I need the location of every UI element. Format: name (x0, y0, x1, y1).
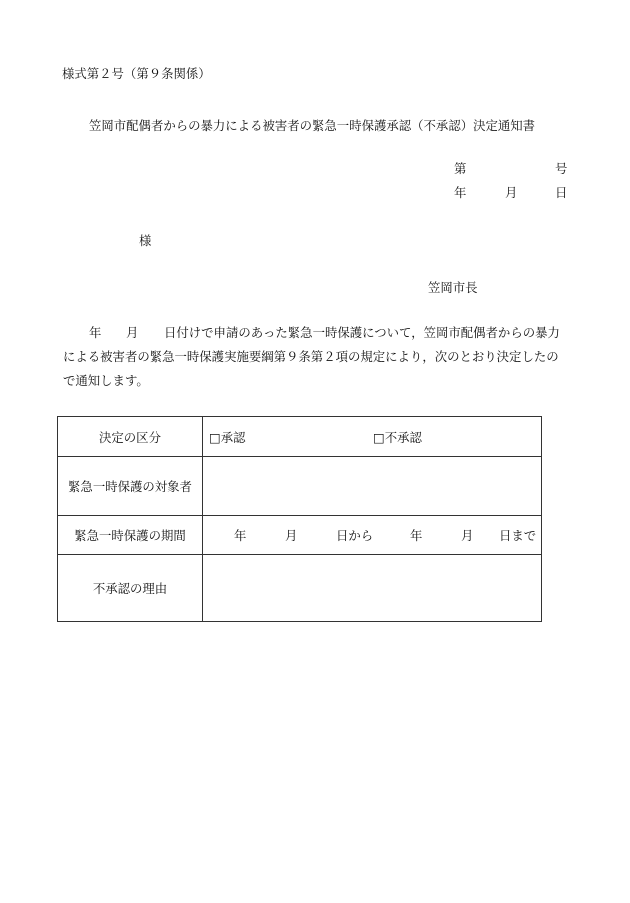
period-month-to: 月 (461, 528, 474, 543)
body-year: 年 (89, 325, 102, 340)
table-row (58, 555, 542, 622)
body-line3: で通知します。 (63, 373, 149, 388)
period-year-from: 年 (234, 528, 247, 543)
table-row (58, 417, 542, 457)
row-label: 不承認の理由 (58, 555, 203, 622)
body-line1: 日付けで申請のあった緊急一時保護について，笠岡市配偶者からの暴力 (164, 325, 560, 340)
body-month: 月 (126, 325, 139, 340)
table-row (58, 457, 542, 516)
form-label: 様式第２号（第９条関係） (62, 66, 211, 81)
subject-field[interactable] (203, 457, 542, 516)
period-day-from: 日から (336, 528, 374, 543)
number-go: 号 (555, 161, 568, 176)
period-year-to: 年 (410, 528, 423, 543)
table-row (58, 516, 542, 555)
disapprove-checkbox[interactable]: □不承認 (373, 429, 422, 445)
sender: 笠岡市長 (428, 280, 478, 295)
reason-field[interactable] (203, 555, 542, 622)
number-dai: 第 (454, 161, 467, 176)
decision-table (57, 416, 542, 622)
date-year: 年 (454, 185, 467, 200)
body-line2: による被害者の緊急一時保護実施要綱第９条第２項の規定により，次のとおり決定したの (63, 349, 559, 364)
date-month: 月 (505, 185, 518, 200)
period-month-from: 月 (285, 528, 298, 543)
row-label: 決定の区分 (58, 417, 203, 457)
approve-checkbox[interactable]: □承認 (209, 429, 246, 445)
document-title: 笠岡市配偶者からの暴力による被害者の緊急一時保護承認（不承認）決定通知書 (89, 118, 536, 133)
date-day: 日 (555, 185, 568, 200)
period-day-to: 日まで (499, 528, 537, 543)
row-label: 緊急一時保護の対象者 (58, 457, 203, 516)
row-label: 緊急一時保護の期間 (58, 516, 203, 555)
recipient-suffix: 様 (139, 233, 152, 248)
